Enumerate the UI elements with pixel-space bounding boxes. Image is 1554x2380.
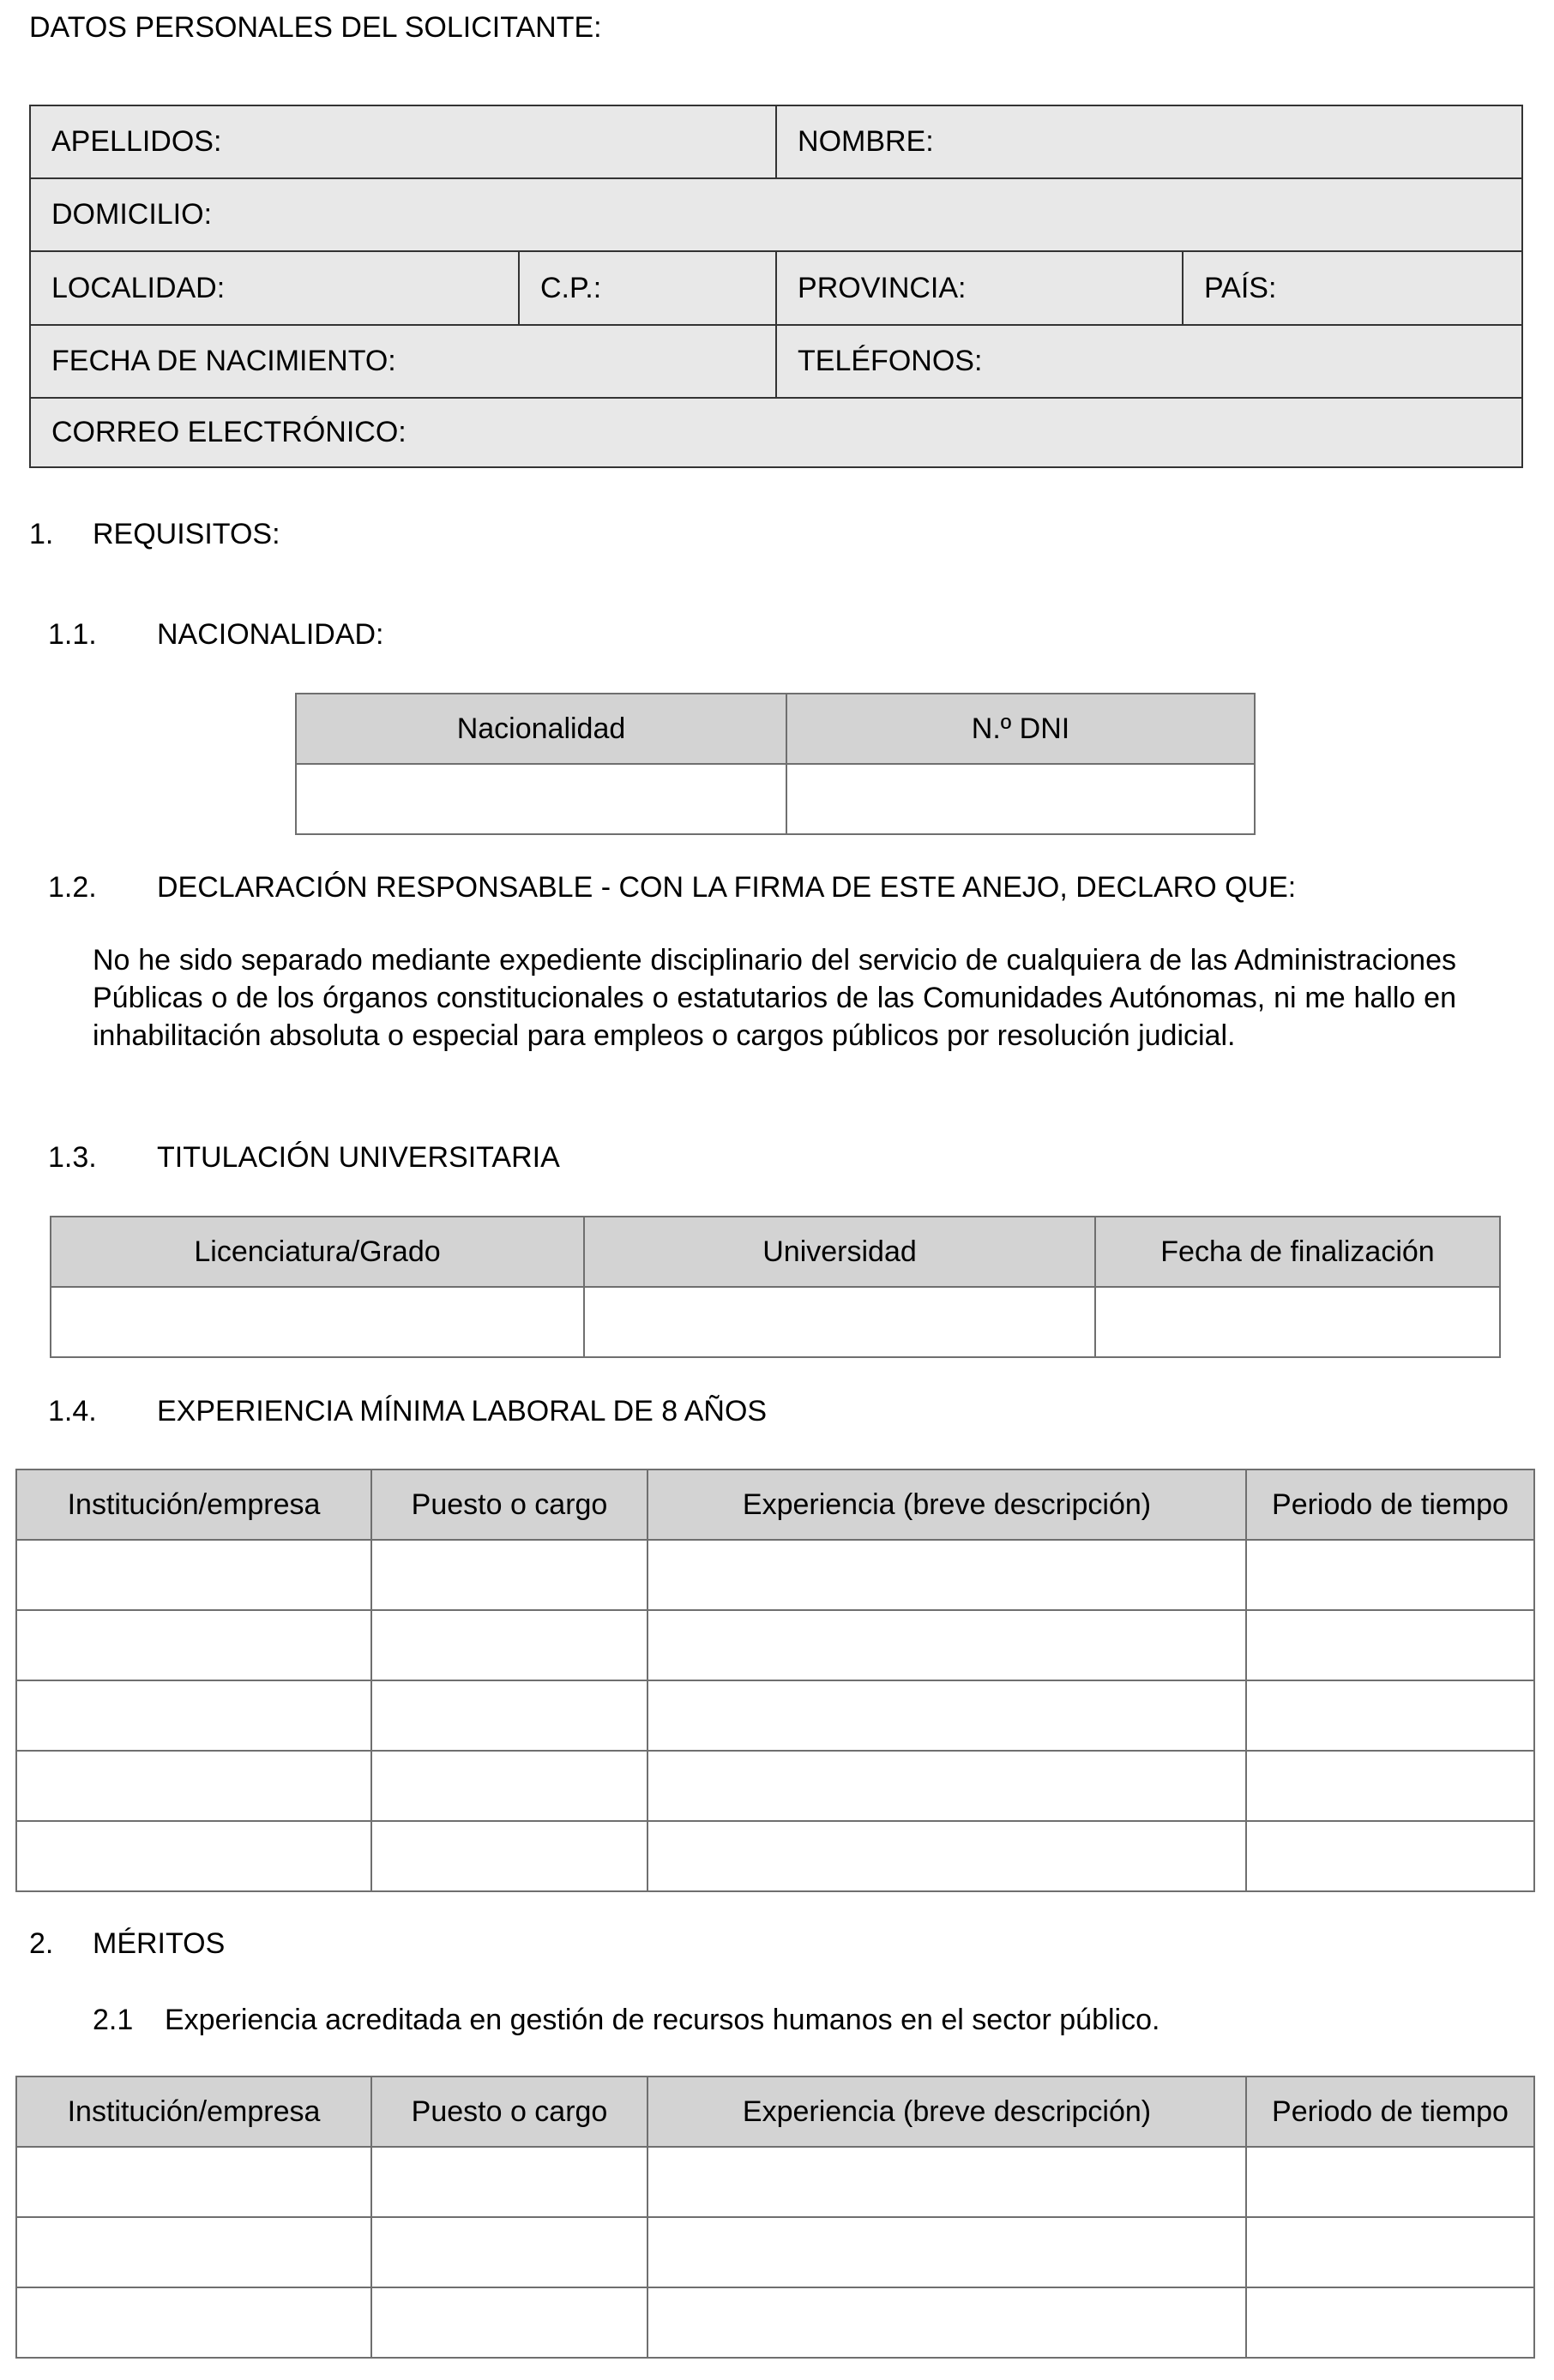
table-cell[interactable]	[1246, 2287, 1534, 2358]
table-cell[interactable]	[648, 1610, 1246, 1680]
localidad-field[interactable]: LOCALIDAD:	[30, 251, 519, 325]
section-1-1-number: 1.1.	[48, 618, 97, 651]
table-cell[interactable]	[371, 1821, 648, 1891]
table-cell[interactable]	[16, 2217, 371, 2287]
table-cell[interactable]	[1246, 2217, 1534, 2287]
table-cell[interactable]	[16, 1610, 371, 1680]
table-cell[interactable]	[1246, 1821, 1534, 1891]
table-cell[interactable]	[648, 2147, 1246, 2217]
experiencia-header: Experiencia (breve descripción)	[648, 2076, 1246, 2147]
table-cell[interactable]	[16, 1680, 371, 1751]
puesto-header: Puesto o cargo	[371, 2076, 648, 2147]
institucion-header: Institución/empresa	[16, 1469, 371, 1540]
declaration-paragraph: No he sido separado mediante expediente disciplinario del servicio de cualquiera de las Administraciones Públicas o de los órganos constitucionales o estatutarios de las Comunidades Autónomas, ni me hallo en inhabilitación absoluta o especial para empleos o cargos públicos por resolución judicial.	[93, 944, 1456, 1052]
section-1-title: REQUISITOS:	[93, 518, 280, 550]
table-row	[16, 1821, 1534, 1891]
table-cell[interactable]	[371, 2287, 648, 2358]
table-cell[interactable]	[16, 2147, 371, 2217]
table-cell[interactable]	[1246, 2147, 1534, 2217]
meritos-table	[15, 2076, 1535, 2359]
table-cell[interactable]	[371, 2217, 648, 2287]
telefonos-field[interactable]: TELÉFONOS:	[776, 325, 1522, 398]
table-row	[16, 2217, 1534, 2287]
table-cell[interactable]	[1246, 1540, 1534, 1610]
experiencia-header: Experiencia (breve descripción)	[648, 1469, 1246, 1540]
table-cell[interactable]	[1246, 1610, 1534, 1680]
section-2-number: 2.	[29, 1927, 54, 1960]
table-cell[interactable]	[16, 2287, 371, 2358]
table-cell[interactable]	[584, 1287, 1095, 1357]
table-row	[16, 1610, 1534, 1680]
section-1-3-title: TITULACIÓN UNIVERSITARIA	[157, 1141, 560, 1174]
table-cell[interactable]	[1246, 1680, 1534, 1751]
nacionalidad-table	[295, 693, 1256, 835]
section-2-1-number: 2.1	[93, 2004, 134, 2036]
fecha-finalizacion-header: Fecha de finalización	[1095, 1217, 1500, 1287]
nacionalidad-header: Nacionalidad	[296, 694, 786, 764]
table-row	[16, 2147, 1534, 2217]
dni-header: N.º DNI	[786, 694, 1255, 764]
institucion-header: Institución/empresa	[16, 2076, 371, 2147]
table-cell[interactable]	[648, 1540, 1246, 1610]
domicilio-field[interactable]: DOMICILIO:	[30, 178, 1522, 251]
titulacion-table	[50, 1216, 1501, 1358]
table-cell[interactable]	[371, 1751, 648, 1821]
table-cell[interactable]	[371, 1610, 648, 1680]
table-cell[interactable]	[16, 1821, 371, 1891]
pais-field[interactable]: PAÍS:	[1183, 251, 1522, 325]
personal-data-table	[29, 105, 1523, 468]
fecha-nacimiento-field[interactable]: FECHA DE NACIMIENTO:	[30, 325, 776, 398]
table-cell[interactable]	[1095, 1287, 1500, 1357]
dni-cell[interactable]	[786, 764, 1255, 834]
apellidos-field[interactable]: APELLIDOS:	[30, 105, 776, 178]
table-cell[interactable]	[16, 1540, 371, 1610]
section-1-number: 1.	[29, 518, 54, 550]
table-cell[interactable]	[648, 2287, 1246, 2358]
table-row	[16, 1680, 1534, 1751]
table-cell[interactable]	[648, 1821, 1246, 1891]
correo-field[interactable]: CORREO ELECTRÓNICO:	[30, 398, 1522, 467]
section-1-2-title: DECLARACIÓN RESPONSABLE - CON LA FIRMA DE ESTE ANEJO, DECLARO QUE:	[157, 871, 1297, 904]
universidad-header: Universidad	[584, 1217, 1095, 1287]
section-2-title: MÉRITOS	[93, 1927, 226, 1960]
section-1-1-title: NACIONALIDAD:	[157, 618, 384, 651]
provincia-field[interactable]: PROVINCIA:	[776, 251, 1183, 325]
table-row	[16, 1751, 1534, 1821]
section-1-4-number: 1.4.	[48, 1395, 97, 1427]
personal-data-title: DATOS PERSONALES DEL SOLICITANTE:	[29, 11, 602, 44]
table-cell[interactable]	[648, 1751, 1246, 1821]
table-cell[interactable]	[1246, 1751, 1534, 1821]
section-2-1-title: Experiencia acreditada en gestión de recursos humanos en el sector público.	[165, 2004, 1160, 2036]
table-cell[interactable]	[371, 2147, 648, 2217]
table-cell[interactable]	[648, 2217, 1246, 2287]
nacionalidad-cell[interactable]	[296, 764, 786, 834]
table-row	[16, 2287, 1534, 2358]
table-cell[interactable]	[371, 1540, 648, 1610]
nombre-field[interactable]: NOMBRE:	[776, 105, 1522, 178]
section-1-3-number: 1.3.	[48, 1141, 97, 1174]
section-1-2-number: 1.2.	[48, 871, 97, 904]
table-cell[interactable]	[371, 1680, 648, 1751]
table-row	[16, 1540, 1534, 1610]
table-cell[interactable]	[16, 1751, 371, 1821]
periodo-header: Periodo de tiempo	[1246, 2076, 1534, 2147]
periodo-header: Periodo de tiempo	[1246, 1469, 1534, 1540]
licenciatura-header: Licenciatura/Grado	[51, 1217, 584, 1287]
table-cell[interactable]	[648, 1680, 1246, 1751]
puesto-header: Puesto o cargo	[371, 1469, 648, 1540]
cp-field[interactable]: C.P.:	[519, 251, 776, 325]
table-cell[interactable]	[51, 1287, 584, 1357]
experiencia-table	[15, 1469, 1535, 1892]
section-1-4-title: EXPERIENCIA MÍNIMA LABORAL DE 8 AÑOS	[157, 1395, 768, 1427]
